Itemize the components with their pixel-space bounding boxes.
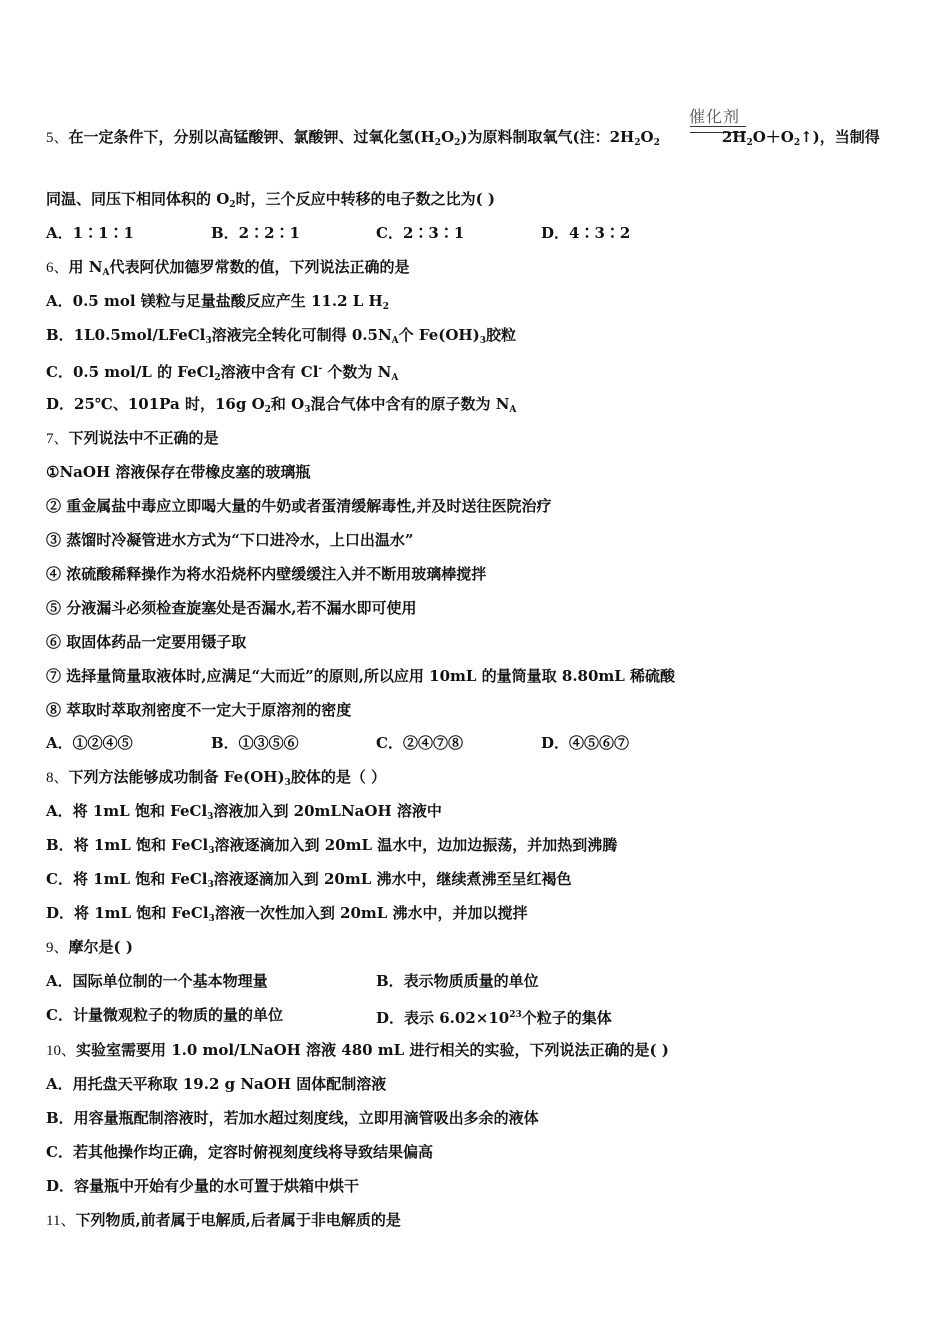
q8-text: 溶液加入到 20mLNaOH 溶液中 [213,802,442,820]
q5-text: 2H [721,128,747,146]
q10-text: 实验室需要用 1.0 mol/LNaOH 溶液 480 mL 进行相关的实验，下列说法正确的是( ) [76,1041,669,1059]
q6-text: 3 [304,405,311,415]
q6-text: - [318,364,323,374]
q8-text: 溶液逐滴加入到 20mL 温水中，边加边振荡，并加热到沸腾 [214,836,618,854]
q5-option-d: D．4∶3∶2 [541,224,631,242]
q5-text: )为原料制取氧气(注：2H [460,128,635,146]
q7-item: ⑥ 取固体药品一定要用镊子取 [46,633,247,651]
q8-text: 胶体的是（ ） [290,768,387,786]
q6-text: 个 Fe(OH) [398,326,480,344]
q7-option-a: A．①②④⑤ [46,734,133,752]
q6-option-c [46,359,398,388]
q8-text: A．将 1mL 饱和 FeCl [46,802,208,820]
q8-text: 3 [208,914,215,924]
q7-text: 下列说法中不正确的是 [68,429,219,447]
q8-option-b [46,835,617,861]
q10-option-a: A．用托盘天平称取 19.2 g NaOH 固体配制溶液 [46,1075,387,1093]
q7-item: ④ 浓硫酸稀释操作为将水沿烧杯内壁缓缓注入并不断用玻璃棒搅拌 [46,565,487,583]
q7-item: ①NaOH 溶液保存在带橡皮塞的玻璃瓶 [46,463,311,481]
q10-option-c: C．若其他操作均正确，定容时俯视刻度线将导致结果偏高 [46,1143,433,1161]
q6-text: A [391,336,399,346]
q7-item: ② 重金属盐中毒应立即喝大量的牛奶或者蛋清缓解毒性,并及时送往医院治疗 [46,497,552,515]
q10-option-d: D．容量瓶中开始有少量的水可置于烘箱中烘干 [46,1177,360,1195]
q10-stem [46,1040,669,1061]
q8-option-a [46,801,442,827]
q9-text: 摩尔是( ) [68,938,133,956]
q9-stem [46,937,133,958]
q6-text: C．0.5 mol/L 的 FeCl [46,363,215,381]
q6-option-d [46,394,516,420]
q11-stem [46,1210,401,1231]
catalyst-label: 催化剂 [689,107,741,126]
q7-number: 7、 [46,431,69,447]
q5-text: O [441,128,455,146]
q6-text: 2 [214,373,221,383]
q9-text: 23 [509,1010,522,1020]
q6-text: 溶液中含有 Cl [220,363,319,381]
q8-number: 8、 [46,770,69,786]
q6-text: 溶液完全转化可制得 0.5N [211,326,392,344]
q6-stem [46,257,409,283]
q6-text: 3 [479,336,486,346]
q6-option-a [46,291,389,317]
q5-text: ↑)，当制得 [800,128,880,146]
q6-text: 胶粒 [485,326,516,344]
q10-option-b: B．用容量瓶配制溶液时，若加水超过刻度线，立即用滴管吸出多余的液体 [46,1109,539,1127]
q8-text: B．将 1mL 饱和 FeCl [46,836,209,854]
q8-text: 3 [207,812,214,822]
q5-text: 同温、同压下相同体积的 O [46,190,230,208]
q8-text: 3 [208,846,215,856]
q7-item: ⑤ 分液漏斗必须检查旋塞处是否漏水,若不漏水即可使用 [46,599,417,617]
q7-option-d: D．④⑤⑥⑦ [541,734,630,752]
q8-text: 下列方法能够成功制备 Fe(OH) [68,768,285,786]
q8-text: 溶液逐滴加入到 20mL 沸水中，继续煮沸至呈红褐色 [213,870,572,888]
q5-text: 在一定条件下，分别以高锰酸钾、氯酸钾、过氧化氢(H [68,128,435,146]
q5-option-a: A．1∶1∶1 [46,224,134,242]
q6-option-b [46,325,516,351]
q6-text: D．25℃、101Pa 时，16g O [46,395,265,413]
q5-text: O [640,128,654,146]
q6-text: A．0.5 mol 镁粒与足量盐酸反应产生 11.2 L H [46,292,383,310]
q7-stem [46,428,219,449]
q7-option-c: C．②④⑦⑧ [376,734,463,752]
q8-text: D．将 1mL 饱和 FeCl [46,904,209,922]
q7-option-b: B．①③⑤⑥ [211,734,299,752]
q11-number: 11、 [46,1213,76,1229]
q11-text: 下列物质,前者属于电解质,后者属于非电解质的是 [75,1211,401,1229]
q7-item: ⑦ 选择量筒量取液体时,应满足“大而近”的原则,所以应用 10mL 的量筒量取 8.80mL 稀硫酸 [46,667,676,685]
q6-number: 6、 [46,260,69,276]
q8-option-d [46,903,528,929]
q9-option-b: B．表示物质质量的单位 [376,972,539,990]
q9-option-d [376,1005,612,1028]
q5-option-b: B．2∶2∶1 [211,224,300,242]
q8-text: 3 [284,778,291,788]
q8-text: C．将 1mL 饱和 FeCl [46,870,208,888]
q6-text: B．1L0.5mol/LFeCl [46,326,206,344]
q6-text: 用 N [68,258,103,276]
q6-text: A [391,373,399,383]
q10-number: 10、 [46,1043,77,1059]
q7-item: ③ 蒸馏时冷凝管进水方式为“下口进冷水，上口出温水” [46,531,414,549]
q6-text: A [509,405,517,415]
q6-text: 代表阿伏加德罗常数的值，下列说法正确的是 [109,258,410,276]
q9-text: D．表示 6.02×10 [376,1009,510,1027]
q8-option-c [46,869,572,895]
q5-text: 时，三个反应中转移的电子数之比为( ) [235,190,495,208]
q6-text: A [102,268,110,278]
q6-text: 混合气体中含有的原子数为 N [310,395,510,413]
q5-stem: 5、在一定条件下，分别以高锰酸钾、氯酸钾、过氧化氢$(H_2O_2)$为原料制取氧气(注：$2H_2O_2$ $2H_2O+O_2↑$)，当制得 [46,128,880,148]
q5-option-c: C．2∶3∶1 [376,224,465,242]
q9-option-c: C．计量微观粒子的物质的量的单位 [46,1006,283,1024]
q6-text: 2 [264,405,271,415]
q8-stem [46,767,386,793]
q8-text: 溶液一次性加入到 20mL 沸水中，并加以搅拌 [214,904,528,922]
q6-text: 个数为 N [322,363,392,381]
q9-text: 个粒子的集体 [521,1009,612,1027]
q7-item: ⑧ 萃取时萃取剂密度不一定大于原溶剂的密度 [46,701,352,719]
q6-text: 2 [382,302,389,312]
q6-text: 3 [205,336,212,346]
q9-number: 9、 [46,940,69,956]
q6-text: 和 O [270,395,305,413]
q9-option-a: A．国际单位制的一个基本物理量 [46,972,268,990]
q8-text: 3 [207,880,214,890]
q5-text: O＋O [752,128,794,146]
q5-stem-line2: 同温、同压下相同体积的 $O_2$时，三个反应中转移的电子数之比为( ) [46,190,495,210]
q5-number: 5、 [46,130,69,146]
